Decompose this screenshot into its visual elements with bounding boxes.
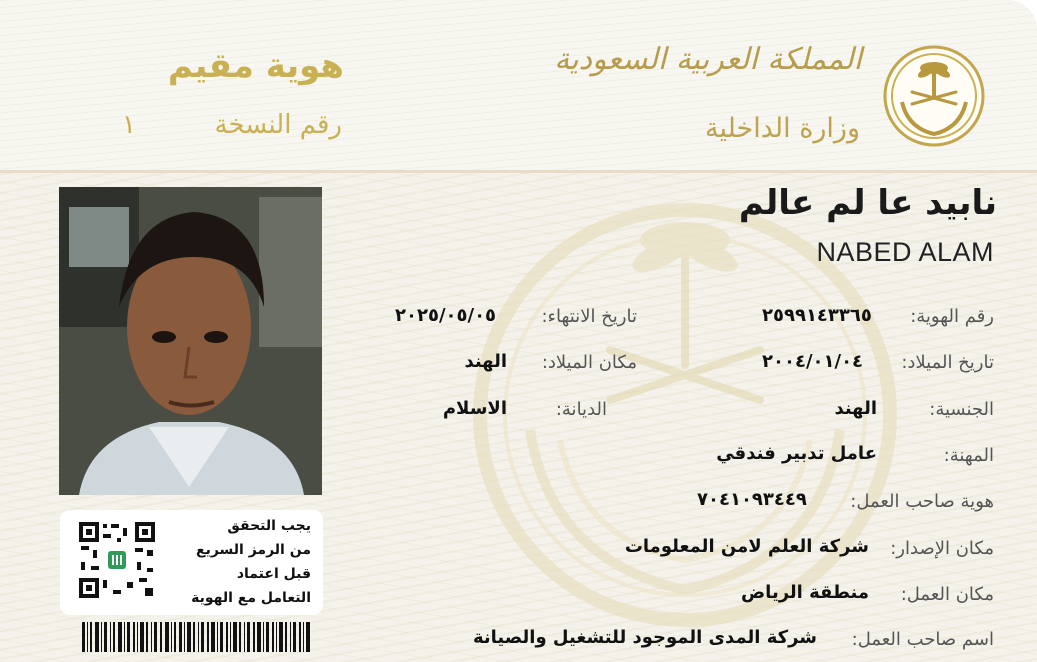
document-title: هوية مقيم	[167, 46, 344, 86]
id-number-value: ٢٥٩٩١٤٣٣٦٥	[762, 305, 872, 326]
country-name: المملكة العربية السعودية	[554, 42, 862, 77]
issue-place-value: شركة العلم لامن المعلومات	[624, 536, 869, 557]
religion-value: الاسلام	[442, 398, 507, 419]
header-divider	[0, 170, 1037, 173]
qr-notice-line-3: قبل اعتماد	[236, 566, 311, 582]
expiry-label: تاريخ الانتهاء:	[541, 306, 637, 327]
employer-name-label: اسم صاحب العمل:	[851, 629, 994, 650]
dob-value: ٢٠٠٤/٠١/٠٤	[762, 351, 864, 372]
qr-code-icon[interactable]	[77, 520, 157, 600]
copy-number-label: رقم النسخة	[214, 110, 342, 140]
nationality-value: الهند	[834, 398, 877, 419]
holder-name-arabic: نابيد عا لم عالم	[738, 183, 997, 223]
holder-name-english: NABED ALAM	[816, 237, 994, 267]
occupation-value: عامل تدبير فندقي	[716, 443, 877, 464]
issue-place-label: مكان الإصدار:	[890, 538, 994, 559]
copy-number-value: ١	[122, 110, 136, 140]
occupation-label: المهنة:	[943, 445, 994, 466]
qr-notice-line-4: التعامل مع الهوية	[191, 590, 311, 606]
employer-name-value: شركة المدى الموجود للتشغيل والصيانة	[473, 627, 817, 648]
ministry-name: وزارة الداخلية	[705, 113, 860, 144]
qr-notice-line-1: يجب التحقق	[227, 518, 311, 534]
qr-notice-line-2: من الرمز السريع	[196, 542, 311, 558]
pob-label: مكان الميلاد:	[541, 352, 637, 373]
barcode-icon	[82, 622, 310, 652]
employer-id-value: ٧٠٤١٠٩٣٤٤٩	[697, 489, 807, 510]
nationality-label: الجنسية:	[929, 399, 994, 420]
work-place-label: مكان العمل:	[900, 584, 994, 605]
saudi-emblem-icon	[882, 44, 986, 148]
pob-value: الهند	[464, 351, 507, 372]
id-number-label: رقم الهوية:	[910, 306, 994, 327]
employer-id-label: هوية صاحب العمل:	[850, 491, 994, 512]
holder-photo	[59, 187, 322, 495]
work-place-value: منطقة الرياض	[740, 582, 869, 603]
expiry-value: ٢٠٢٥/٠٥/٠٥	[395, 305, 497, 326]
dob-label: تاريخ الميلاد:	[901, 352, 994, 373]
religion-label: الديانة:	[555, 399, 607, 420]
